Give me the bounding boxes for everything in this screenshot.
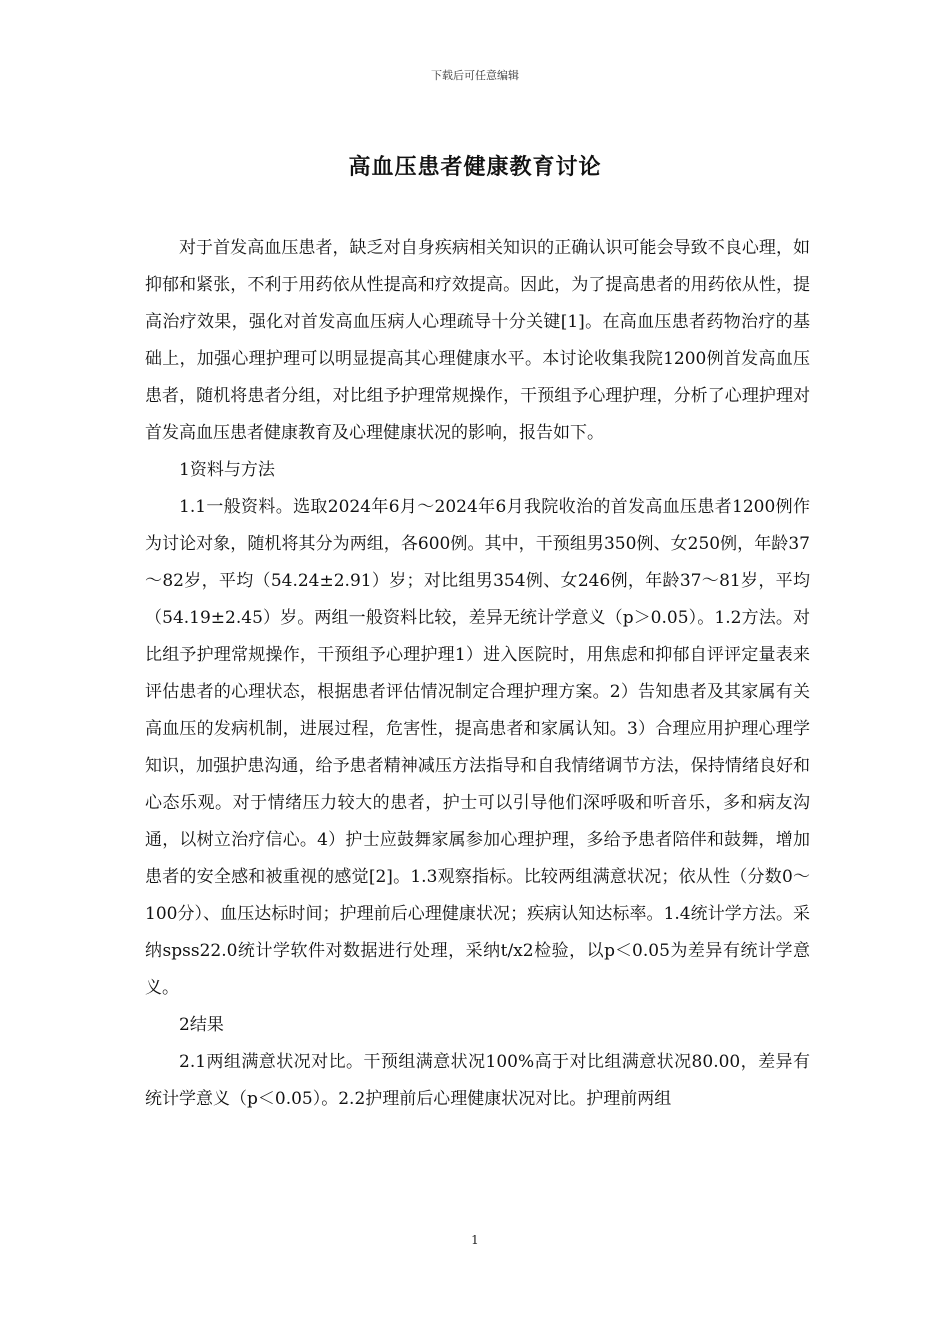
paragraph-results: 2.1两组满意状况对比。干预组满意状况100%高于对比组满意状况80.00，差异有统计学意义（p＜0.05）。2.2护理前后心理健康状况对比。护理前两组: [145, 1052, 810, 1109]
document-body: [145, 230, 810, 1118]
page-header: 下载后可任意编辑: [431, 69, 519, 82]
document-title: 高血压患者健康教育讨论: [348, 155, 602, 180]
page-number: 1: [471, 1233, 479, 1247]
paragraph-intro: 对于首发高血压患者，缺乏对自身疾病相关知识的正确认识可能会导致不良心理，如抑郁和紧张，不利于用药依从性提高和疗效提高。因此，为了提高患者的用药依从性，提高治疗效果，强化对首发高血压病人心理疏导十分关键[1]。在高血压患者药物治疗的基础上，加强心理护理可以明显提高其心理健康水平。本讨论收集我院1200例首发高血压患者，随机将患者分组，对比组予护理常规操作，干预组予心理护理，分析了心理护理对首发高血压患者健康教育及心理健康状况的影响，报告如下。: [145, 238, 810, 443]
section-heading-materials-methods: 1资料与方法: [179, 460, 275, 480]
paragraph-methods: 1.1一般资料。选取2024年6月～2024年6月我院收治的首发高血压患者1200例作为讨论对象，随机将其分为两组，各600例。其中，干预组男350例、女250例，年龄37～82岁，平均（54.24±2.91）岁；对比组男354例、女246例，年龄37～81岁，平均（54.19±2.45）岁。两组一般资料比较，差异无统计学意义（p＞0.05）。1.2方法。对比组予护理常规操作，干预组予心理护理1）进入医院时，用焦虑和抑郁自评评定量表来评估患者的心理状态，根据患者评估情况制定合理护理方案。2）告知患者及其家属有关高血压的发病机制，进展过程，危害性，提高患者和家属认知。3）合理应用护理心理学知识，加强护患沟通，给予患者精神减压方法指导和自我情绪调节方法，保持情绪良好和心态乐观。对于情绪压力较大的患者，护士可以引导他们深呼吸和听音乐，多和病友沟通，以树立治疗信心。4）护士应鼓舞家属参加心理护理，多给予患者陪伴和鼓舞，增加患者的安全感和被重视的感觉[2]。1.3观察指标。比较两组满意状况；依从性（分数0～100分）、血压达标时间；护理前后心理健康状况；疾病认知达标率。1.4统计学方法。采纳spss22.0统计学软件对数据进行处理，采纳t/x2检验，以p＜0.05为差异有统计学意义。: [145, 497, 810, 998]
section-heading-results: 2结果: [179, 1015, 224, 1035]
